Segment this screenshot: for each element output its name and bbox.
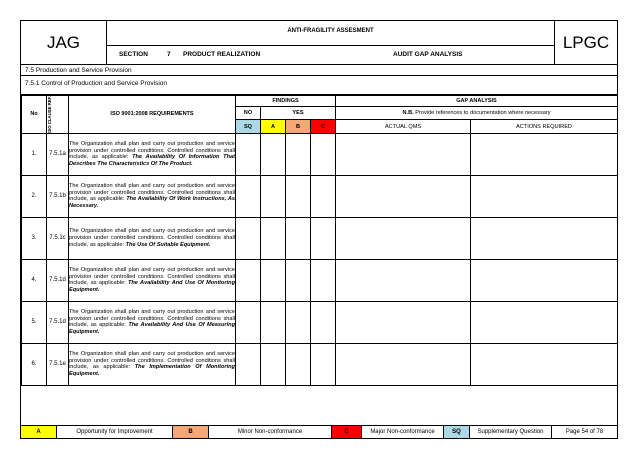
row-number: 2. [22,175,47,217]
clause-ref: 7.5.1c [47,217,69,259]
legend-sq-badge: SQ [444,426,470,438]
legend-c-text: Major Non-conformance [362,426,444,438]
subsection-heading: 7.5.1 Control of Production and Service Provision [21,77,617,95]
actual-qms-header: ACTUAL QMS [336,120,471,133]
c-cell[interactable] [311,217,336,259]
no-header: NO [236,107,261,120]
requirements-table [21,95,618,428]
actions-required-cell[interactable] [471,133,618,175]
requirement-text [69,133,236,175]
b-cell[interactable] [286,133,311,175]
requirement-text [69,259,236,301]
clause-ref: 7.5.1b [47,175,69,217]
table-row [22,259,618,301]
requirement-body: The Organization shall plan and carry out production and service provision under controlled conditions. Controlled conditions shall include, as applicable: [69,140,235,161]
b-header: B [286,120,311,133]
actual-qms-cell[interactable] [336,343,471,385]
section-heading: 7.5 Production and Service Provision [21,65,617,76]
row-number: 1. [22,133,47,175]
clause-ref: 7.5.1a [47,133,69,175]
actions-required-cell[interactable] [471,343,618,385]
c-cell[interactable] [311,175,336,217]
actions-required-cell[interactable] [471,301,618,343]
left-logo: JAG [21,21,107,64]
requirement-body: The Organization shall plan and carry out production and service provision under controlled conditions. Controlled conditions shall include, as applicable: [69,308,235,329]
gap-header: GAP ANALYSIS [336,96,618,107]
table-row [22,343,618,385]
legend-b-text: Minor Non-conformance [209,426,332,438]
page-number: Page 54 of 78 [565,429,604,435]
sq-cell[interactable] [236,175,261,217]
actions-required-header: ACTIONS REQUIRED [471,120,618,133]
row-number: 5. [22,301,47,343]
row-number: 6. [22,343,47,385]
yes-header: YES [261,107,336,120]
page-header [21,21,617,65]
b-cell[interactable] [286,175,311,217]
header-middle [107,21,554,64]
section-row [107,46,554,64]
sq-header: SQ [236,120,261,133]
sq-cell[interactable] [236,259,261,301]
sq-cell[interactable] [236,217,261,259]
requirement-text [69,217,236,259]
a-cell[interactable] [261,133,286,175]
requirement-text [69,343,236,385]
col-no-header: No [22,96,47,134]
requirement-emphasis: The Implementation Of Monitoring Equipment. [69,364,235,377]
section-number: 7 [167,51,171,58]
table-row [22,175,618,217]
requirement-emphasis: The Availability Of Work Instructions, As Necessary. [69,196,235,209]
clause-ref: 7.5.1e [47,343,69,385]
col-req-header: ISO 9001:2008 REQUIREMENTS [69,96,236,134]
a-cell[interactable] [261,343,286,385]
requirement-emphasis: The Availability And Use Of Monitoring Equipment. [69,280,235,293]
actions-required-cell[interactable] [471,259,618,301]
requirement-body: The Organization shall plan and carry out production and service provision under controlled conditions. Controlled conditions shall include, as applicable: [69,350,235,371]
requirement-body: The Organization shall plan and carry out production and service provision under controlled conditions. Controlled conditions shall include, as applicable: [69,266,235,287]
actual-qms-cell[interactable] [336,175,471,217]
a-cell[interactable] [261,301,286,343]
actions-required-cell[interactable] [471,175,618,217]
b-cell[interactable] [286,343,311,385]
legend-c-badge: C [332,426,362,438]
legend-sq-text: Supplementary Question [470,426,552,438]
findings-header: FINDINGS [236,96,336,107]
c-cell[interactable] [311,343,336,385]
clause-ref: 7.5.1d [47,301,69,343]
section-name: PRODUCT REALIZATION [183,51,261,58]
nb-note [336,107,618,120]
table-row [22,217,618,259]
a-cell[interactable] [261,175,286,217]
requirement-emphasis: The Availability And Use Of Measuring Equipment. [69,322,235,335]
audit-label: AUDIT GAP ANALYSIS [393,51,463,58]
section-label: SECTION [119,51,148,58]
sq-cell[interactable] [236,301,261,343]
requirement-body: The Organization shall plan and carry out production and service provision under controlled conditions. Controlled conditions shall include, as applicable: [69,228,235,248]
page-footer [21,425,617,438]
actions-required-cell[interactable] [471,217,618,259]
actual-qms-cell[interactable] [336,259,471,301]
c-cell[interactable] [311,301,336,343]
c-cell[interactable] [311,133,336,175]
actual-qms-cell[interactable] [336,133,471,175]
col-ref-header: ISO CLAUSE REF. [47,96,52,133]
legend-a-text: Opportunity for Improvement [57,426,173,438]
legend-a-badge: A [21,426,57,438]
c-header: C [311,120,336,133]
a-cell[interactable] [261,259,286,301]
blank-row [22,385,618,428]
legend-b-badge: B [173,426,209,438]
right-logo: LPGC [554,21,617,64]
sq-cell[interactable] [236,343,261,385]
b-cell[interactable] [286,301,311,343]
row-number: 3. [22,217,47,259]
a-cell[interactable] [261,217,286,259]
clause-ref: 7.5.1d [47,259,69,301]
requirement-body: The Organization shall plan and carry out production and service provision under controlled conditions. Controlled conditions shall include, as applicable: [69,182,235,203]
actual-qms-cell[interactable] [336,217,471,259]
requirement-text [69,175,236,217]
document-title: ANTI-FRAGILITY ASSESMENT [107,21,554,46]
nb-label: N.B. [402,110,414,117]
table-row [22,133,618,175]
blank-area [22,385,618,428]
table-row [22,301,618,343]
b-cell[interactable] [286,217,311,259]
nb-text: Provide references to documentation where necessary [415,110,551,117]
a-header: A [261,120,286,133]
requirement-emphasis: The Availability Of Information That Describes The Characteristics Of The Product. [69,154,235,167]
row-number: 4. [22,259,47,301]
requirement-text [69,301,236,343]
b-cell[interactable] [286,259,311,301]
c-cell[interactable] [311,259,336,301]
sq-cell[interactable] [236,133,261,175]
actual-qms-cell[interactable] [336,301,471,343]
audit-sheet [20,20,618,439]
requirement-emphasis: The Use Of Suitable Equipment. [125,241,211,248]
